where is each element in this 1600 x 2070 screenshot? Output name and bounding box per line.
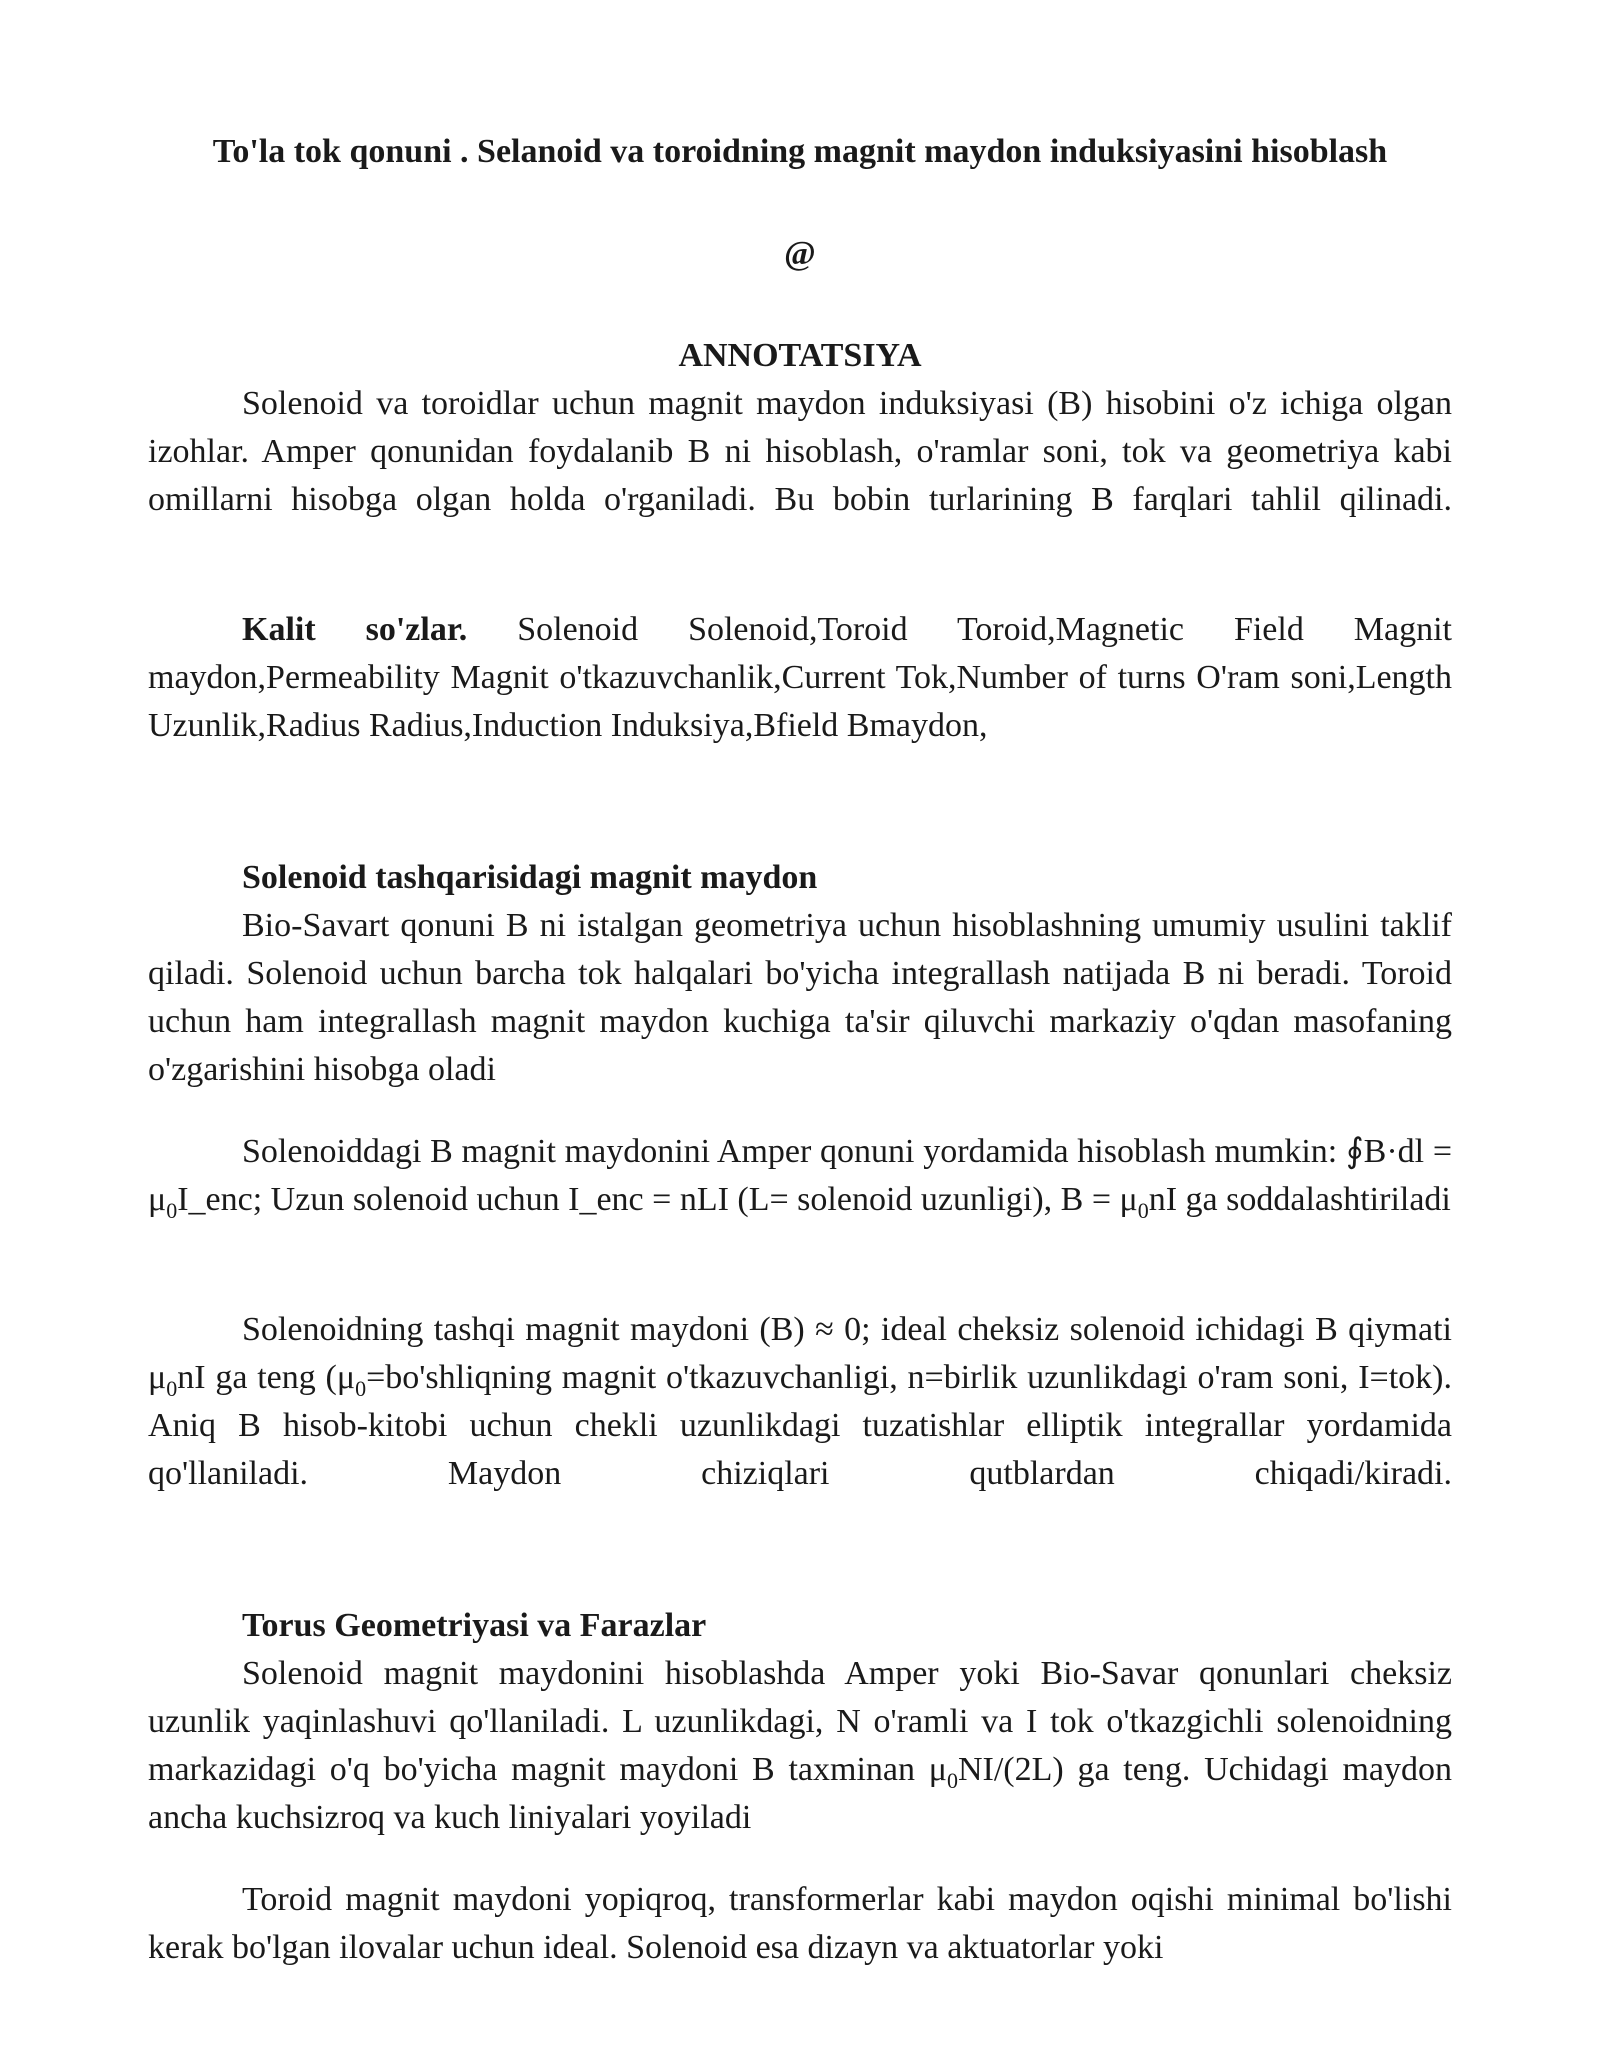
document-page [148,0,1452,2070]
text-run: nI ga soddalashtiriladi [1148,1181,1451,1218]
text-run: Solenoiddagi B magnit maydonini Amper qonuni yordamida hisoblash mumkin: ∮B·dl = μ [148,1133,1452,1218]
section1-paragraph-1: Bio-Savart qonuni B ni istalgan geometriya uchun hisoblashning umumiy usulini taklif qiladi. Solenoid uchun barcha tok halqalari bo'yicha integrallash natijada B ni beradi. Toroid uchun ham integrallash magnit maydon kuchiga ta'sir qiluvchi markaziy o'qdan masofaning o'zgarishini hisobga oladi [148,907,1452,1088]
section-heading-solenoid-outside: Solenoid tashqarisidagi magnit maydon [242,859,818,896]
section2-paragraph-2: Toroid magnit maydoni yopiqroq, transformerlar kabi maydon oqishi minimal bo'lishi kerak bo'lgan ilovalar uchun ideal. Solenoid esa dizayn va aktuatorlar yoki [148,1881,1452,1966]
section-heading-torus-geometry: Torus Geometriyasi va Farazlar [242,1607,707,1644]
subscript: 0 [355,1375,367,1401]
section2-paragraph-1 [148,1650,1452,1842]
section1-paragraph-3 [148,1306,1452,1498]
annotation-heading: ANNOTATSIYA [678,337,922,374]
text-run: Solenoid magnit maydonini hisoblashda Amper yoki Bio-Savar qonunlari cheksiz uzunlik yaqinlashuvi qo'llaniladi. L uzunlikdagi, N o'ramli va I tok o'tkazgichli solenoidning markazidagi o'q bo'yicha magnit maydoni B taxminan μ [148,1655,1452,1788]
author-mark: @ [784,235,816,272]
subscript: 0 [166,1197,178,1223]
subscript: 0 [946,1767,958,1793]
text-run: I_enc; Uzun solenoid uchun I_enc = nLI (L= solenoid uzunligi), B = μ [177,1181,1138,1218]
text-run: nI ga teng (μ [177,1359,356,1396]
text-run: =bo'shliqning magnit o'tkazuvchanligi, n=birlik uzunlikdagi o'ram soni, I=tok). Aniq B hisob-kitobi uchun chekli uzunlikdagi tuzatishlar elliptik integrallar yordamida qo'llaniladi. Maydon chiziqlari qutblardan chiqadi/kiradi. [148,1359,1452,1492]
document-title: To'la tok qonuni . Selanoid va toroidning magnit maydon induksiyasini hisoblash [212,133,1388,170]
keywords-list: Solenoid Solenoid,Toroid Toroid,Magnetic Field Magnit maydon,Permeability Magnit o'tkazuvchanlik,Current Tok,Number of turns O'ram soni,Length Uzunlik,Radius Radius,Induction Induksiya,Bfield Bmaydon, [148,611,1452,744]
text-run: NI/(2L) ga teng. Uchidagi maydon ancha kuchsizroq va kuch liniyalari yoyiladi [148,1751,1453,1836]
keywords-paragraph [148,606,1452,750]
annotation-paragraph: Solenoid va toroidlar uchun magnit maydon induksiyasi (B) hisobini o'z ichiga olgan izohlar. Amper qonunidan foydalanib B ni hisoblash, o'ramlar soni, tok va geometriya kabi omillarni hisobga olgan holda o'rganiladi. Bu bobin turlarining B farqlari tahlil qilinadi. [148,385,1452,518]
subscript: 0 [1137,1197,1149,1223]
keywords-label: Kalit so'zlar. [242,611,468,648]
section1-paragraph-2 [148,1128,1452,1224]
subscript: 0 [166,1375,178,1401]
text-run: Solenoidning tashqi magnit maydoni (B) ≈ 0; ideal cheksiz solenoid ichidagi B qiymati μ [148,1311,1452,1396]
